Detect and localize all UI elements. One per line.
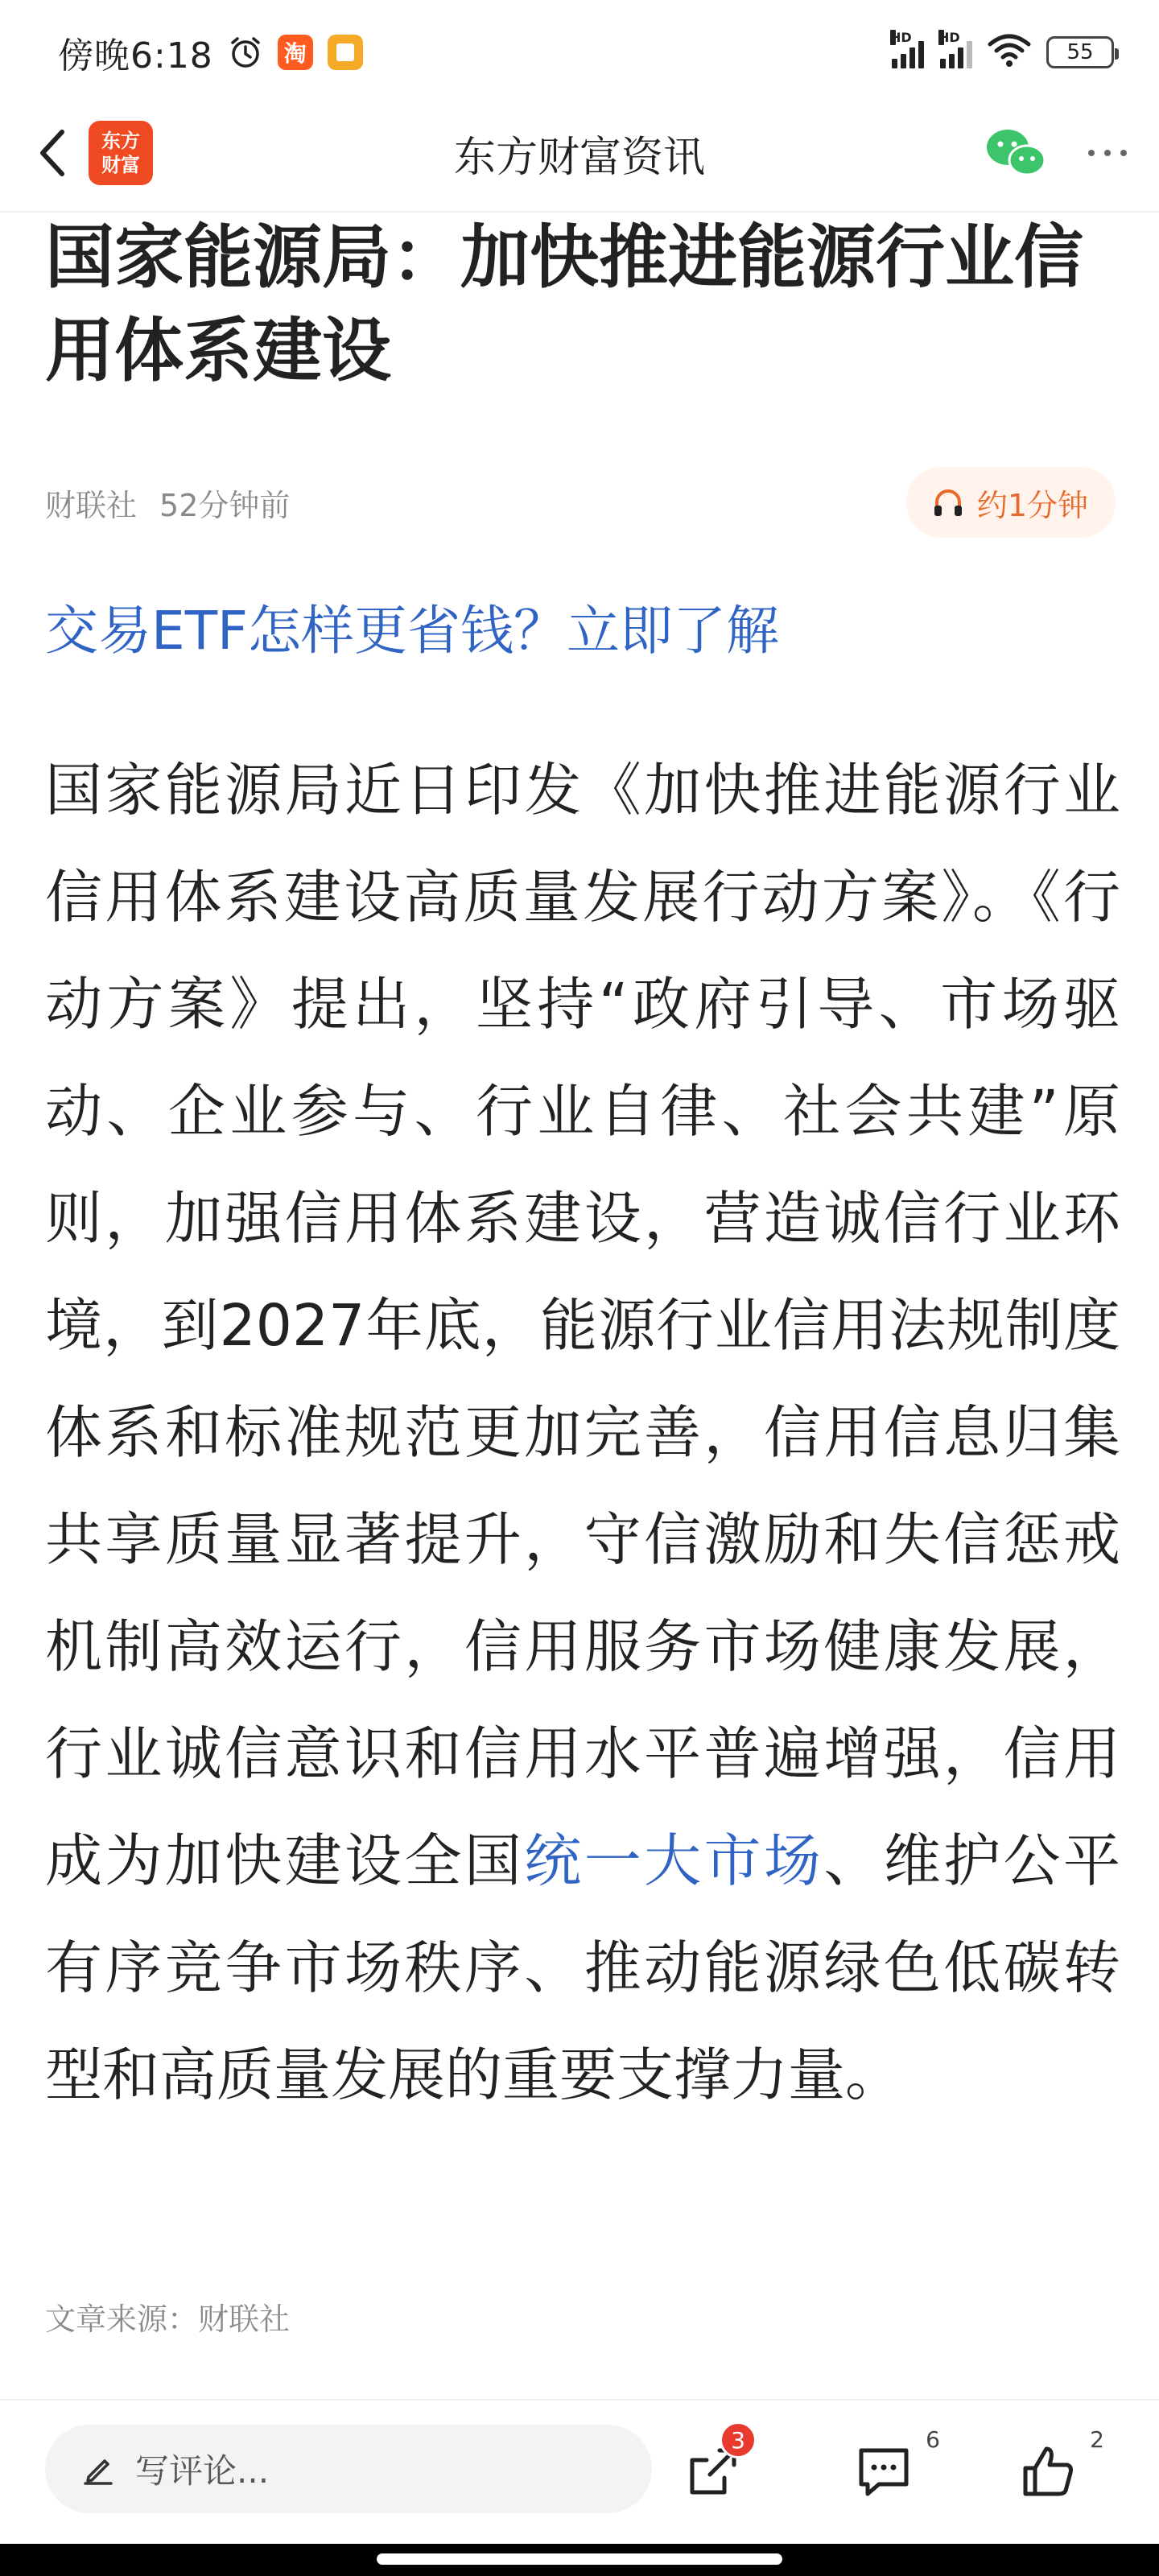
signal-icon-1 bbox=[890, 30, 924, 68]
home-indicator[interactable] bbox=[0, 2544, 1159, 2576]
notes-app-icon bbox=[328, 35, 363, 70]
article-meta bbox=[45, 467, 1116, 538]
thumbs-up-icon bbox=[1019, 2442, 1077, 2500]
listen-button[interactable] bbox=[906, 467, 1116, 538]
comments-button[interactable] bbox=[843, 2426, 940, 2512]
back-arrow-icon bbox=[36, 127, 68, 179]
share-badge: 3 bbox=[720, 2421, 757, 2458]
headphones-icon bbox=[930, 485, 966, 520]
pencil-icon bbox=[80, 2451, 116, 2487]
comment-input[interactable] bbox=[45, 2425, 652, 2513]
listen-duration: 约1分钟 bbox=[976, 487, 1088, 523]
logo-line2: 财富 bbox=[101, 154, 140, 176]
taobao-app-icon: 淘 bbox=[278, 35, 313, 70]
hd-label-2: HD bbox=[938, 30, 960, 45]
article-source: 财联社 bbox=[45, 487, 138, 523]
nav-actions bbox=[984, 125, 1135, 181]
article-source-footer: 文章来源：财联社 bbox=[45, 2301, 291, 2337]
share-button[interactable] bbox=[673, 2426, 753, 2512]
nav-title: 东方财富资讯 bbox=[453, 133, 705, 182]
article-time: 52分钟前 bbox=[159, 487, 291, 523]
comment-bubble-icon bbox=[855, 2442, 913, 2500]
article-body-part2: 、维护公平有序竞争市场秩序、推动能源绿色低碳转型和高质量发展的重要支撑力量。 bbox=[45, 1827, 1120, 2108]
article-body-part1: 国家能源局近日印发《加快推进能源行业信用体系建设高质量发展行动方案》。《行动方案》提出，坚持“政府引导、市场驱动、企业参与、行业自律、社会共建”原则，加强信用体系建设，营造诚信行业环境，到2027年底，能源行业信用法规制度体系和标准规范更加完善，信用信息归集共享质量显著提升，守信激励和失信惩戒机制高效运行，信用服务市场健康发展，行业诚信意识和信用水平普遍增强，信用成为加快建设全国 bbox=[45, 757, 1120, 1894]
wifi-icon bbox=[987, 33, 1032, 72]
comment-placeholder: 写评论... bbox=[135, 2451, 270, 2491]
etf-promo-link[interactable]: 交易ETF怎样更省钱？立即了解 bbox=[45, 600, 779, 662]
bottom-action-bar bbox=[0, 2399, 1159, 2544]
article-body bbox=[45, 737, 1120, 2128]
hd-label-1: HD bbox=[890, 30, 912, 45]
like-button[interactable] bbox=[1008, 2426, 1104, 2512]
article-title: 国家能源局：加快推进能源行业信用体系建设 bbox=[45, 217, 1083, 391]
wechat-icon bbox=[984, 125, 1048, 181]
nav-bar bbox=[0, 105, 1159, 201]
alarm-icon bbox=[228, 35, 263, 70]
signal-icon-2 bbox=[938, 30, 972, 68]
more-menu-icon[interactable] bbox=[1080, 129, 1135, 177]
comment-count: 6 bbox=[926, 2426, 940, 2453]
status-time: 傍晚6:18 bbox=[58, 35, 213, 76]
back-button[interactable] bbox=[24, 121, 80, 185]
status-bar bbox=[0, 0, 1159, 105]
unified-market-link[interactable]: 统一大市场 bbox=[524, 1827, 824, 1894]
battery-icon: 55 bbox=[1046, 36, 1114, 68]
like-count: 2 bbox=[1090, 2426, 1104, 2453]
status-indicators bbox=[890, 30, 1114, 72]
logo-line1: 东方 bbox=[101, 130, 140, 152]
wechat-share-button[interactable] bbox=[984, 125, 1048, 181]
app-logo[interactable] bbox=[89, 121, 153, 185]
